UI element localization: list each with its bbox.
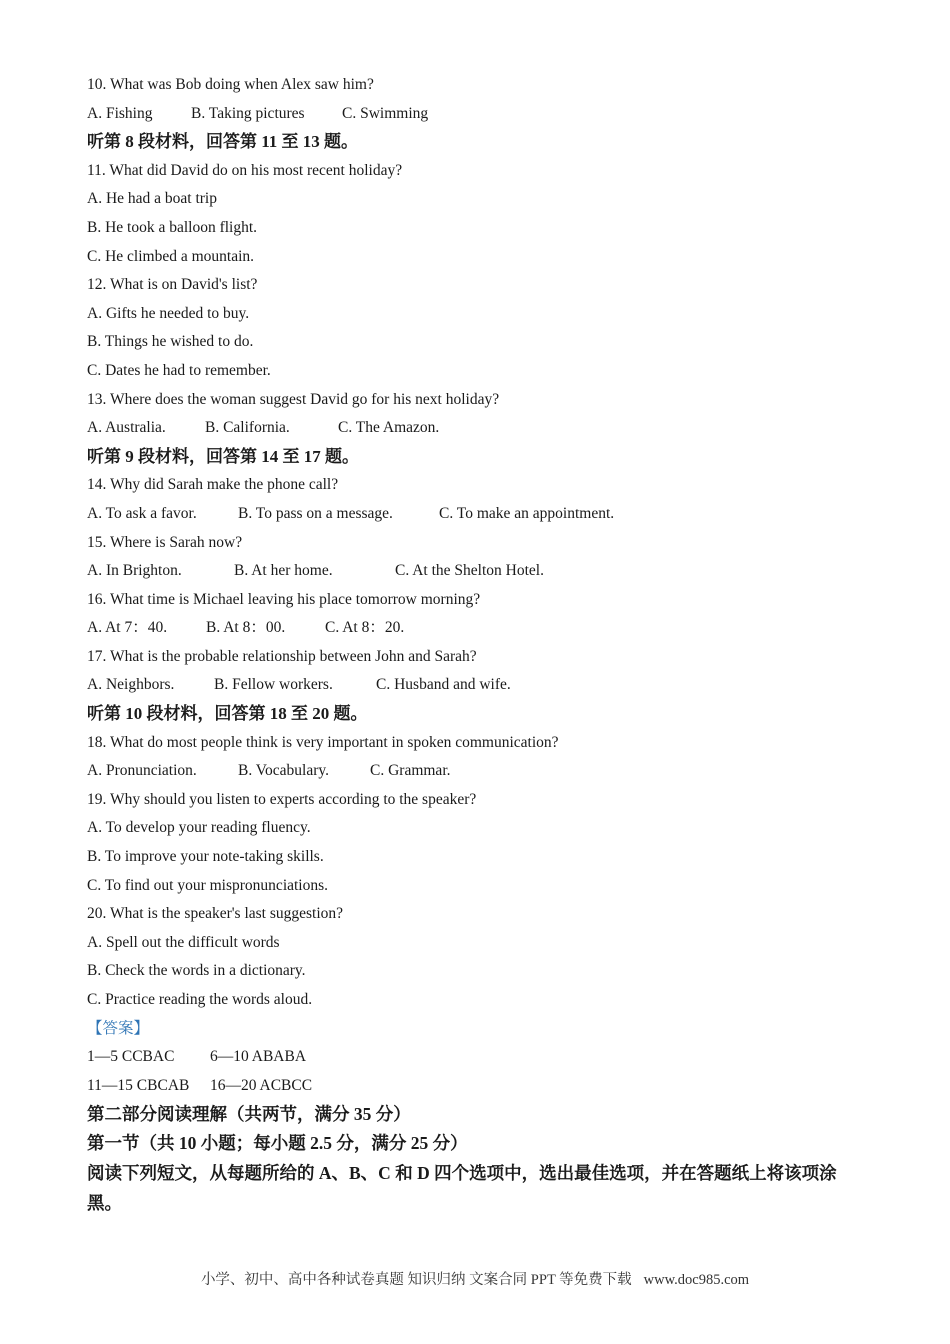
section-10-heading: 听第 10 段材料，回答第 18 至 20 题。 (87, 704, 368, 724)
part-2-title: 第二部分阅读理解（共两节，满分 35 分） (87, 1104, 411, 1125)
section-9-heading: 听第 9 段材料，回答第 14 至 17 题。 (87, 446, 359, 466)
option-a: A. To ask a favor. (87, 504, 197, 522)
question-14: 14. Why did Sarah make the phone call? (87, 476, 339, 494)
question-10-options (87, 100, 877, 129)
question-13-options (87, 414, 877, 443)
question-19-option-a: A. To develop your reading fluency. (87, 819, 311, 837)
option-b: B. Fellow workers. (214, 676, 333, 694)
section-1-title: 第一节（共 10 小题；每小题 2.5 分，满分 25 分） (87, 1133, 468, 1154)
option-b: B. At 8：00. (206, 619, 286, 637)
page-footer (0, 1268, 950, 1289)
question-20-option-c: C. Practice reading the words aloud. (87, 991, 313, 1008)
footer-site-link[interactable]: www.doc985.com (643, 1272, 750, 1288)
answer-label: 【答案】 (87, 1019, 150, 1037)
question-14-options (87, 500, 877, 529)
question-11-option-a: A. He had a boat trip (87, 190, 217, 208)
question-11-option-b: B. He took a balloon flight. (87, 218, 258, 236)
question-12-option-b: B. Things he wished to do. (87, 333, 254, 351)
option-a: A. Fishing (87, 104, 153, 122)
reading-instruction: 阅读下列短文，从每题所给的 A、B、C 和 D 四个选项中，选出最佳选项，并在答题纸上将该项涂黑。 (87, 1163, 837, 1214)
option-a: A. Pronunciation. (87, 762, 197, 780)
question-11: 11. What did David do on his most recent holiday? (87, 161, 403, 179)
option-b: B. To pass on a message. (238, 504, 393, 522)
question-18-options (87, 757, 877, 786)
question-16-options (87, 614, 877, 643)
question-17: 17. What is the probable relationship between John and Sarah? (87, 647, 477, 665)
option-b: B. At her home. (234, 562, 333, 580)
question-19-option-b: B. To improve your note-taking skills. (87, 848, 324, 866)
question-19-option-c: C. To find out your mispronunciations. (87, 876, 329, 894)
section-8-heading: 听第 8 段材料，回答第 11 至 13 题。 (87, 132, 359, 152)
option-a: A. At 7：40. (87, 619, 168, 637)
question-20: 20. What is the speaker's last suggestion? (87, 905, 344, 923)
option-b: B. Vocabulary. (238, 762, 329, 780)
question-11-option-c: C. He climbed a mountain. (87, 247, 255, 265)
answer-range-6-10: 6—10 ABABA (210, 1048, 307, 1066)
footer-text: 小学、初中、高中各种试卷真题 知识归纳 文案合同 PPT 等免费下载 (200, 1272, 632, 1288)
option-a: A. In Brighton. (87, 562, 182, 580)
question-20-option-a: A. Spell out the difficult words (87, 933, 280, 951)
question-19: 19. Why should you listen to experts according to the speaker? (87, 790, 477, 808)
option-c: C. Husband and wife. (376, 676, 511, 694)
question-18: 18. What do most people think is very important in spoken communication? (87, 733, 559, 751)
option-c: C. At 8：20. (325, 619, 405, 637)
answer-line-1 (87, 1043, 877, 1072)
question-12: 12. What is on David's list? (87, 276, 258, 294)
question-13: 13. Where does the woman suggest David go for his next holiday? (87, 390, 500, 408)
option-c: C. Swimming (342, 104, 429, 122)
question-15-options (87, 557, 877, 586)
question-12-option-c: C. Dates he had to remember. (87, 361, 271, 379)
option-c: C. The Amazon. (338, 419, 440, 437)
question-10: 10. What was Bob doing when Alex saw him? (87, 76, 374, 93)
question-16: 16. What time is Michael leaving his place tomorrow morning? (87, 590, 481, 608)
question-12-option-a: A. Gifts he needed to buy. (87, 304, 250, 322)
answer-line-2 (87, 1072, 877, 1101)
option-b: B. Taking pictures (191, 104, 305, 122)
option-c: C. Grammar. (370, 762, 451, 780)
question-20-option-b: B. Check the words in a dictionary. (87, 962, 306, 980)
question-15: 15. Where is Sarah now? (87, 533, 243, 551)
answer-range-11-15: 11—15 CBCAB (87, 1076, 190, 1094)
question-17-options (87, 671, 877, 700)
option-a: A. Neighbors. (87, 676, 175, 694)
option-c: C. At the Shelton Hotel. (395, 562, 544, 580)
document-page (87, 71, 877, 1218)
answer-range-1-5: 1—5 CCBAC (87, 1048, 175, 1066)
option-b: B. California. (205, 419, 290, 437)
answer-range-16-20: 16—20 ACBCC (210, 1076, 313, 1094)
option-a: A. Australia. (87, 419, 166, 437)
option-c: C. To make an appointment. (439, 504, 615, 522)
